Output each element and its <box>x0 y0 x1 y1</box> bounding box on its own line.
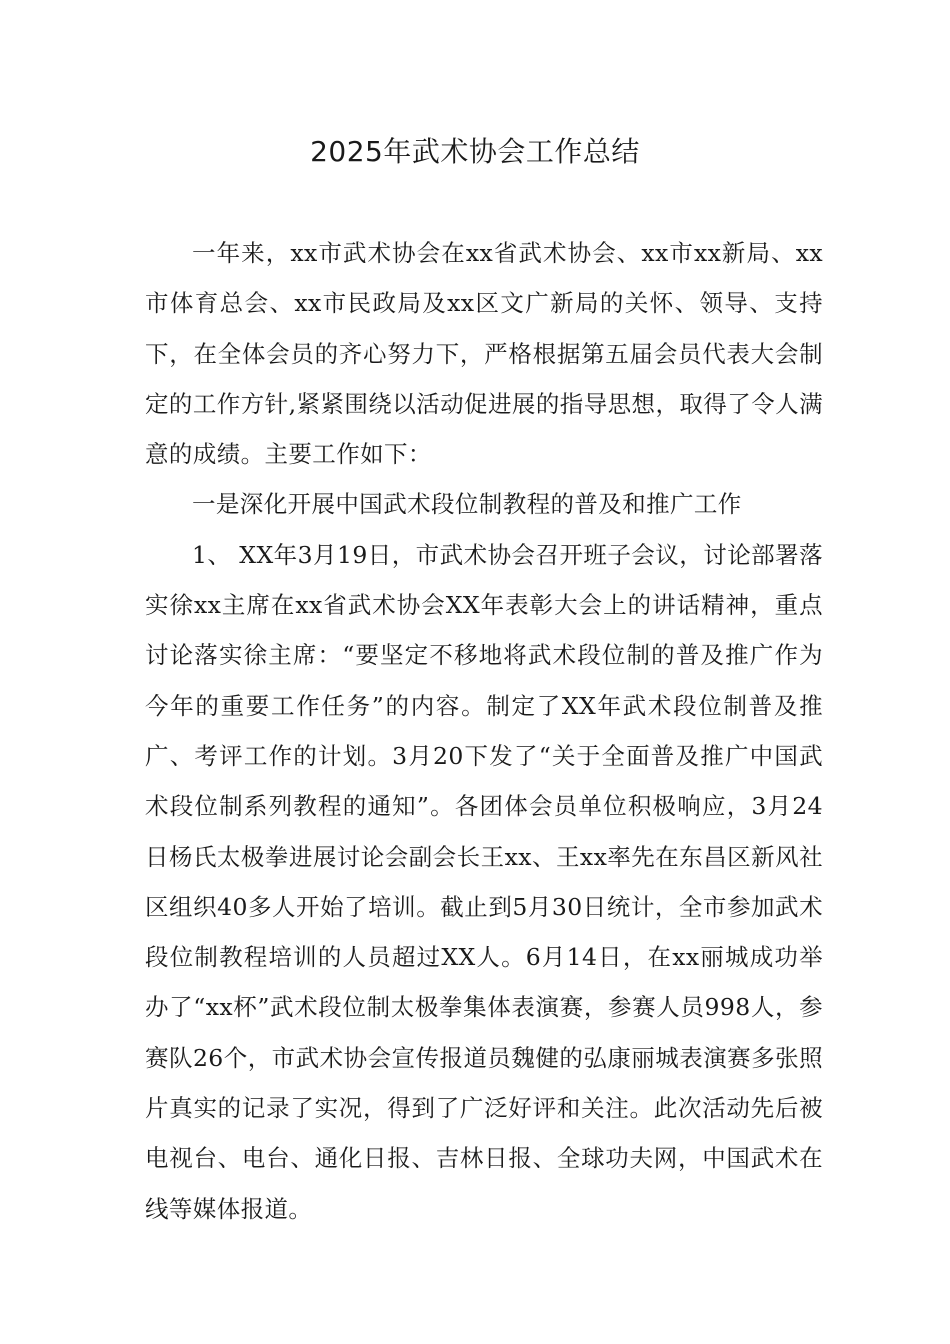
document-title: 2025年武术协会工作总结 <box>310 135 640 168</box>
paragraph-intro: 一年来，xx市武术协会在xx省武术协会、xx市xx新局、xx市体育总会、xx市民政局及xx区文广新局的关怀、领导、支持下，在全体会员的齐心努力下，严格根据第五届会员代表大会制定的工作方针,紧紧围绕以活动促进展的指导思想，取得了令人满意的成绩。主要工作如下： <box>145 239 823 469</box>
paragraph-section-heading: 一是深化开展中国武术段位制教程的普及和推广工作 <box>192 490 742 519</box>
paragraph-item-1: 1、 XX年3月19日，市武术协会召开班子会议，讨论部署落实徐xx主席在xx省武术协会XX年表彰大会上的讲话精神，重点讨论落实徐主席：“要坚定不移地将武术段位制的普及推广作为今年的重要工作任务”的内容。制定了XX年武术段位制普及推广、考评工作的计划。3月20下发了“关于全面普及推广中国武术段位制系列教程的通知”。各团体会员单位积极响应，3月24日杨氏太极拳进展讨论会副会长王xx、王xx率先在东昌区新风社区组织40多人开始了培训。截止到5月30日统计，全市参加武术段位制教程培训的人员超过XX人。6月14日，在xx丽城成功举办了“xx杯”武术段位制太极拳集体表演赛，参赛人员998人，参赛队26个，市武术协会宣传报道员魏健的弘康丽城表演赛多张照片真实的记录了实况，得到了广泛好评和关注。此次活动先后被电视台、电台、通化日报、吉林日报、全球功夫网，中国武术在线等媒体报道。 <box>145 540 823 1223</box>
document-body <box>145 228 823 1234</box>
